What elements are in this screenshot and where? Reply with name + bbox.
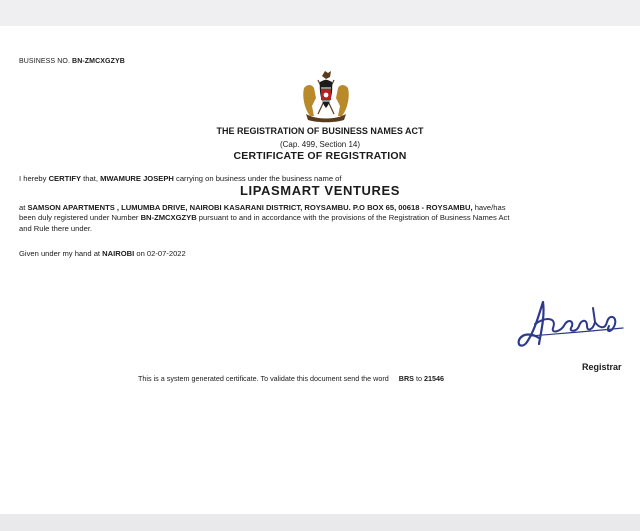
rule-line: and Rule there under.: [19, 224, 93, 233]
footer-to: to: [413, 374, 424, 383]
registered-suffix: pursuant to and in accordance with the provisions of the Registration of Business Names Act: [196, 213, 510, 222]
certificate-title: CERTIFICATE OF REGISTRATION: [233, 150, 407, 162]
certify-prefix: I hereby: [19, 174, 49, 183]
address-line: [19, 203, 506, 212]
cap-section: (Cap. 499, Section 14): [279, 140, 361, 149]
footer-number: 21546: [423, 374, 444, 383]
registered-prefix: been duly registered under Number: [19, 213, 141, 222]
given-line: [19, 249, 186, 258]
certify-word: CERTIFY: [48, 174, 82, 183]
footer-word: BRS: [398, 374, 414, 383]
business-name: LIPASMART VENTURES: [239, 183, 401, 198]
top-strip: [0, 0, 640, 26]
bottom-strip: [0, 514, 640, 531]
certify-mid: that,: [81, 174, 101, 183]
registrar-label: Registrar: [582, 362, 622, 372]
address-prefix: at: [19, 203, 28, 212]
business-number-label: BUSINESS NO.: [19, 58, 70, 65]
given-prefix: Given under my hand at: [19, 249, 103, 258]
given-date: 02-07-2022: [146, 249, 186, 258]
coat-of-arms-icon: [298, 68, 354, 124]
registered-number: BN-ZMCXGZYB: [140, 213, 197, 222]
registrar-signature-icon: [513, 296, 629, 354]
footer-text: This is a system generated certificate. To validate this document send the word: [138, 374, 389, 383]
owner-name: MWAMURE JOSEPH: [100, 174, 174, 183]
validation-footer: [138, 374, 444, 383]
certify-suffix: carrying on business under the business name of: [173, 174, 342, 183]
business-address: SAMSON APARTMENTS , LUMUMBA DRIVE, NAIROBI KASARANI DISTRICT, ROYSAMBU. P.O BOX 65, 00618 - ROYSAMBU,: [27, 203, 473, 212]
address-suffix: have/has: [472, 203, 506, 212]
business-number: BN-ZMCXGZYB: [72, 58, 125, 65]
business-number-line: [19, 58, 125, 65]
registration-line: [19, 213, 509, 222]
given-mid: on: [134, 249, 147, 258]
act-title: THE REGISTRATION OF BUSINESS NAMES ACT: [216, 126, 424, 136]
given-place: NAIROBI: [102, 249, 135, 258]
certify-line: [19, 174, 342, 183]
